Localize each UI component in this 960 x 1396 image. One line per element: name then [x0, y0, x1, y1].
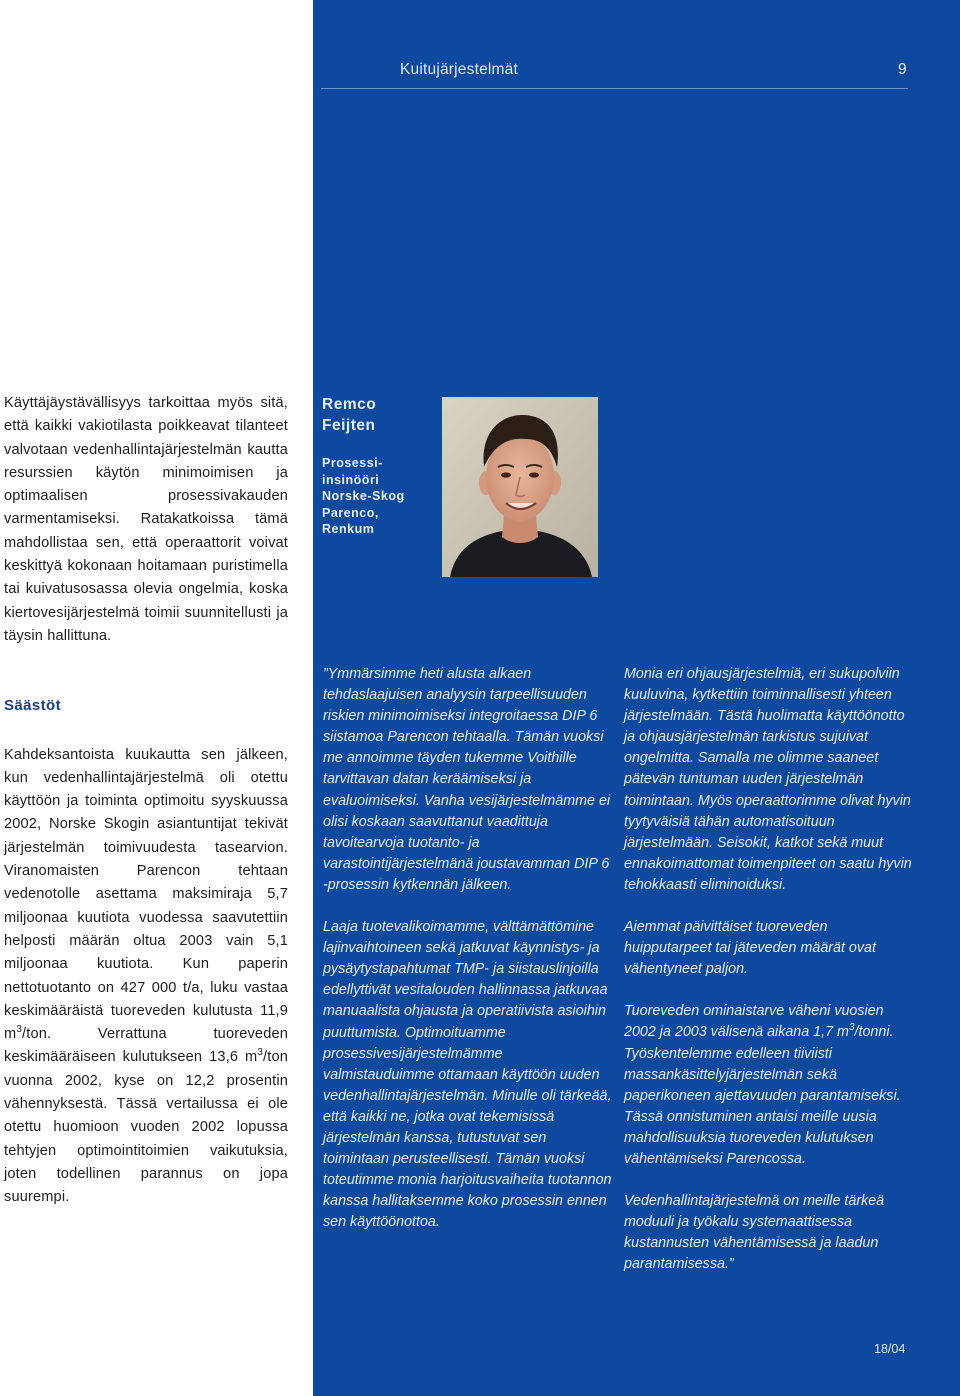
blue-sidebar-panel [313, 0, 960, 1396]
quote-1-paragraph-2: Laaja tuotevalikoimamme, välttämättömine lajinvaihtoineen sekä jatkuvat käynnistys- ja pysäytystapahtumat TMP- ja siistauslinjoilla edellyttivät vesitalouden hallinnassa jatkuvaa manuaalista ohjausta ja operatiivista asioihin puuttumista. Optimoituamme prosessivesijärjestelmämme valmistauduimme ottamaan käyttöön uuden vedenhallintajärjestelmän. Minulle oli tärkeää, että kaikki ne, jotka ovat tekemisissä järjestelmän kanssa, tutustuvat sen toimintaan perusteellisesti. Tämän vuoksi toteutimme monia harjoitusvaiheita tuotannon kanssa hallitaksemme koko prosessin ennen sen käyttöönottoa. [323, 919, 612, 1231]
quote-2-paragraph-1: Monia eri ohjausjärjestelmiä, eri sukupolviin kuuluvina, kytkettiin toiminnallisesti yhteen järjestelmään. Tästä huolimatta käyttöönotto ja ohjausjärjestelmän tarkistus sujuivat ongelmitta. Samalla me olimme saaneet pätevän tuntuman uuden järjestelmän toimintaan. Myös operaattorimme olivat hyvin tyytyväisiä tähän automatisoituun järjestelmään. Seisokit, katkot sekä muut ennakoimattomat toimenpiteet on saatu hyvin tehokkaasti eliminoiduksi. [624, 666, 912, 893]
savings-text-1: Kahdeksantoista kuukautta sen jälkeen, kun vedenhallintajärjestelmä oli otettu käyttöön ja toiminta optimoitu syyskuussa 2002, Norske Skogin asiantuntijat tekivät järjestelmän toimivuudesta tasearvion. Viranomaisten Parencon tehtaan vedenotolle asettama maksimiraja 5,7 miljoonaa kuutiota vuodessa saavutettiin helposti määrän oltua 2003 vain 5,1 miljoonaa kuutiota. Kun paperin nettotuotanto on 427 000 t/a, luku vastaa keskimääräistä tuoreveden kulutusta 11,9 m [4, 746, 288, 1043]
name-first: Remco [322, 396, 377, 413]
quote-2-paragraph-3 [624, 1001, 914, 1170]
quote-column-2 [624, 664, 914, 1296]
section-heading-saastot: Säästöt [4, 697, 61, 715]
savings-text-3: /ton vuonna 2002, kyse on 12,2 prosentin vähennyksestä. Tässä vertailussa ei ole otettu huomioon vuoden 2002 lopussa tehtyjen optimointitoimien vaikutuksia, joten todellinen parannus on jopa suurempi. [4, 1049, 288, 1206]
savings-text-2: /ton. Verrattuna tuoreveden keskimääräiseen kulutukseen 13,6 m [4, 1026, 288, 1066]
header-divider [321, 88, 908, 89]
issue-number: 18/04 [874, 1342, 906, 1356]
portrait-illustration [442, 397, 598, 577]
quote-2-paragraph-2: Aiemmat päivittäiset tuoreveden huipputarpeet tai jäteveden määrät ovat vähentyneet paljon. [624, 919, 876, 978]
quote-2-paragraph-4: Vedenhallintajärjestelmä on meille tärkeä moduuli ja työkalu systemaattisessa kustannusten vähentämisessä ja laadun parantamisessa.” [624, 1193, 885, 1273]
savings-paragraph [4, 744, 288, 1210]
intro-paragraph: Käyttäjäystävällisyys tarkoittaa myös sitä, että kaikki vakiotilasta poikkeavat tilanteet valvotaan vedenhallintajärjestelmän kautta resurssien käytön minimoimisen ja optimaalisen prosessivakauden varmentamiseksi. Ratakatkoissa tämä mahdollistaa sen, että operaattorit voivat keskittyä kokonaan hoitamaan puristimella tai kuivatusosassa olevia ongelmia, koska kiertovesijärjestelmä toimii suunnitellusti ja täysin hallittuna. [4, 395, 288, 644]
portrait-photo [442, 397, 598, 577]
title-line-2: insinööri [322, 472, 380, 487]
title-line-4: Parenco, [322, 505, 379, 520]
name-last: Feijten [322, 417, 376, 434]
left-text-column [4, 392, 288, 1210]
quote-1-paragraph-1: ”Ymmärsimme heti alusta alkaen tehdaslaajuisen analyysin tarpeellisuuden riskien minimoimiseksi integroitaessa DIP 6 siistamoa Parencon tehtaalla. Tämän vuoksi me annoimme täyden tukemme Voithille tarvittavan datan keräämiseksi ja evaluoimiseksi. Vanha vesijärjestelmämme ei olisi koskaan saavuttanut vaadittuja tavoitearvoja tuotanto- ja varastointijärjestelmänä joustavamman DIP 6 -prosessin kytkennän jälkeen. [323, 666, 611, 893]
quote-2-p3-text-2: /tonni. Työskentelemme edelleen tiiviisti massankäsittelyjärjestelmän sekä paperikoneen ajettavuuden parantamiseksi. Tässä onnistuminen antaisi meille uusia mahdollisuuksia tuoreveden kulutuksen vähentämiseksi Parencossa. [624, 1024, 901, 1167]
title-line-1: Prosessi- [322, 456, 383, 470]
page-number: 9 [898, 61, 907, 78]
title-line-3: Norske-Skog [322, 489, 405, 503]
cubic-superscript-3: 3 [848, 1022, 855, 1034]
title-line-5: Renkum [322, 522, 375, 536]
running-header-title: Kuitujärjestelmät [400, 61, 518, 78]
interviewee-name [322, 394, 376, 436]
quote-column-1 [323, 664, 615, 1254]
cubic-superscript-1: 3 [16, 1024, 23, 1036]
cubic-superscript-2: 3 [257, 1047, 264, 1059]
interviewee-title [322, 455, 405, 538]
quote-2-p3-text-1: Tuoreveden ominaistarve väheni vuosien 2002 ja 2003 välisenä aikana 1,7 m [624, 1003, 884, 1041]
